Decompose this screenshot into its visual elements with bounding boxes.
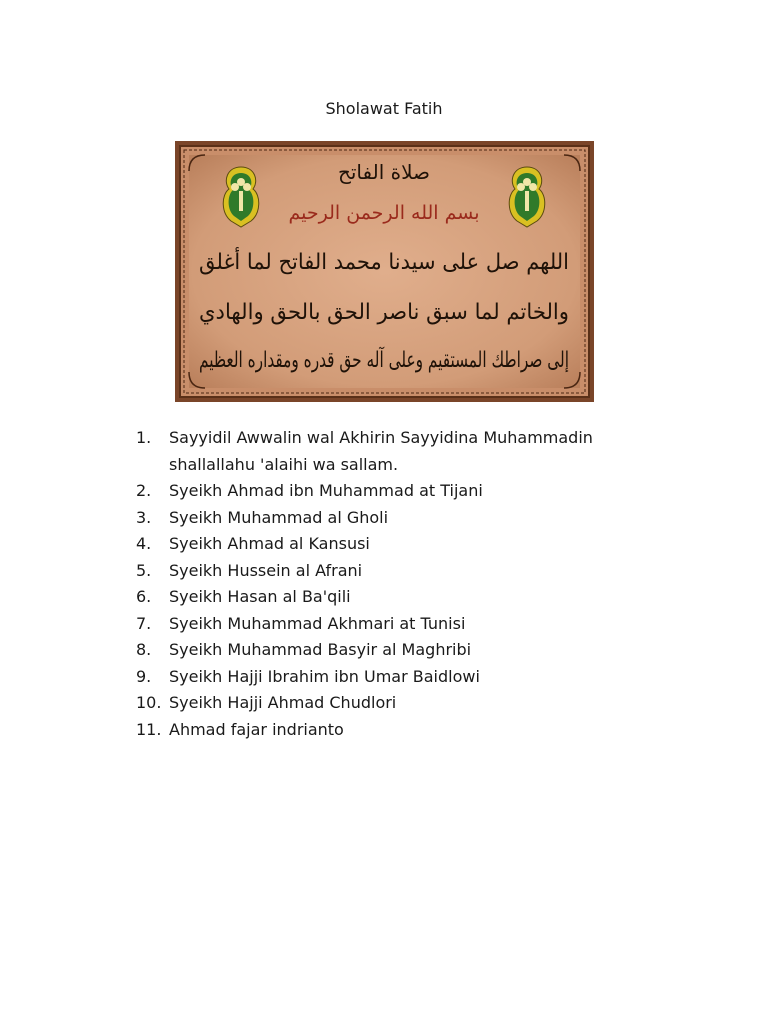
- list-item-number: 2.: [136, 481, 152, 500]
- list-item: [136, 637, 656, 664]
- list-item-text: Syeikh Hajji Ahmad Chudlori: [169, 693, 397, 712]
- left-emblem-icon: [223, 167, 259, 227]
- calligraphy-heading: صلاة الفاتح: [337, 160, 431, 184]
- calligraphy-image: [175, 141, 730, 402]
- list-item-number: 10.: [136, 693, 162, 712]
- list-item: [136, 584, 656, 611]
- list-item-number: 8.: [136, 640, 152, 659]
- calligraphy-line-2: والخاتم لما سبق ناصر الحق بالحق والهادي: [199, 300, 569, 325]
- list-item-text: Syeikh Hajji Ibrahim ibn Umar Baidlowi: [169, 666, 480, 686]
- list-item: [136, 505, 656, 532]
- calligraphy-line-3: إلى صراطك المستقيم وعلى آله حق قدره ومقداره العظيم: [199, 348, 730, 373]
- document-title: Sholawat Fatih: [325, 99, 443, 118]
- lineage-list: [136, 425, 656, 743]
- list-item: [136, 478, 656, 505]
- list-item: [136, 664, 656, 691]
- right-emblem-icon: [509, 167, 545, 227]
- list-item-text: Syeikh Muhammad Basyir al Maghribi: [169, 640, 472, 659]
- list-item-number: 7.: [136, 613, 152, 633]
- list-item: [136, 690, 656, 717]
- calligraphy-basmala: بسم الله الرحمن الرحيم: [288, 202, 480, 224]
- list-item: [136, 611, 656, 638]
- list-item-number: 3.: [136, 507, 152, 527]
- list-item: [136, 531, 656, 558]
- list-item: [136, 717, 656, 744]
- list-item-number: 5.: [136, 560, 152, 580]
- list-item-text: Syeikh Ahmad ibn Muhammad at Tijani: [169, 481, 483, 500]
- list-item-text: Ahmad fajar indrianto: [169, 719, 344, 739]
- calligraphy-line-1: اللهم صل على سيدنا محمد الفاتح لما أغلق: [199, 250, 587, 275]
- list-item-text: Syeikh Hasan al Ba'qili: [169, 587, 351, 606]
- list-item-text: Syeikh Muhammad al Gholi: [169, 507, 389, 527]
- list-item-number: 4.: [136, 534, 152, 553]
- list-item-text: Sayyidil Awwalin wal Akhirin Sayyidina Muhammadin shallallahu 'alaihi wa sallam.: [169, 428, 593, 474]
- list-item: [136, 425, 656, 478]
- list-item-text: Syeikh Hussein al Afrani: [169, 560, 363, 580]
- list-item-text: Syeikh Muhammad Akhmari at Tunisi: [169, 613, 466, 633]
- list-item-number: 6.: [136, 587, 152, 606]
- list-item: [136, 558, 656, 585]
- list-item-number: 1.: [136, 428, 152, 447]
- list-item-text: Syeikh Ahmad al Kansusi: [169, 534, 370, 553]
- list-item-number: 11.: [136, 719, 162, 739]
- list-item-number: 9.: [136, 666, 152, 686]
